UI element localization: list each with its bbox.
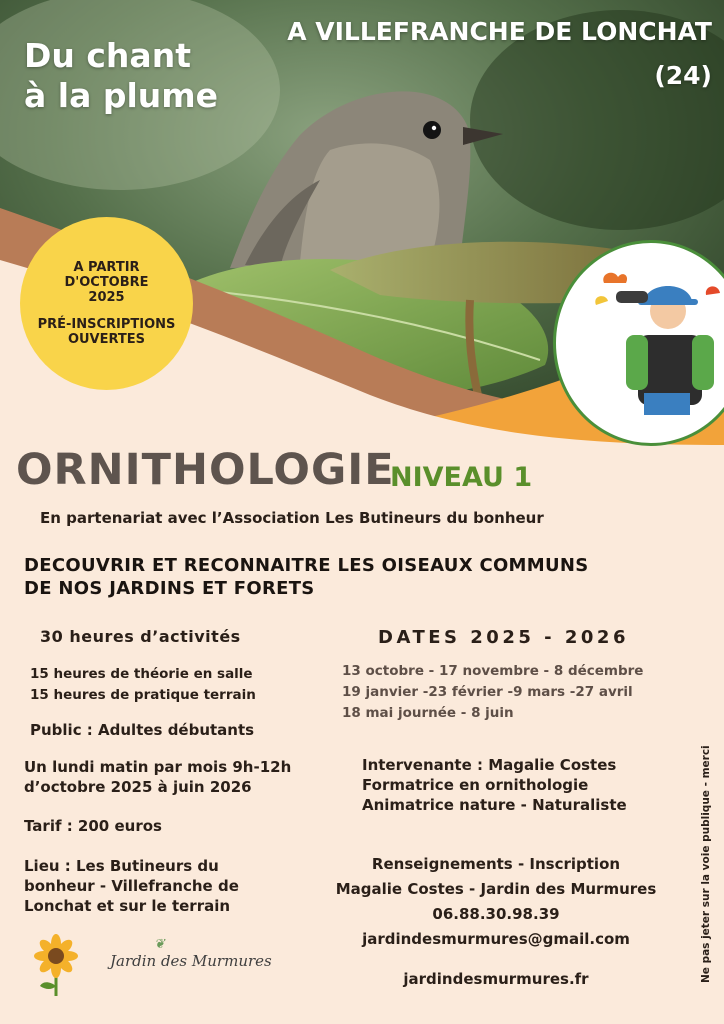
location-line-2: (24) bbox=[654, 61, 712, 90]
dates-heading: DATES 2025 - 2026 bbox=[378, 627, 629, 648]
vertical-note-text: Ne pas jeter sur la voie publique - merci bbox=[700, 745, 712, 983]
badge-line-5: OUVERTES bbox=[67, 332, 146, 347]
butineurs-logo bbox=[22, 924, 90, 998]
sunflower-logo-icon bbox=[22, 924, 90, 998]
level-label: NIVEAU 1 bbox=[390, 462, 533, 493]
vertical-note bbox=[693, 735, 717, 985]
audience-line: Public : Adultes débutants bbox=[30, 721, 255, 739]
venue-line-2: bonheur - Villefranche de bbox=[24, 877, 239, 895]
instructor-line-3: Animatrice nature - Naturaliste bbox=[362, 796, 627, 814]
brand-title bbox=[24, 36, 218, 116]
theory-line: 15 heures de théorie en salle bbox=[30, 666, 253, 682]
badge-line-3: 2025 bbox=[88, 290, 125, 305]
badge-line-1: A PARTIR bbox=[73, 260, 140, 275]
dates-line-2: 19 janvier -23 février -9 mars -27 avril bbox=[342, 684, 633, 700]
dates-line-3: 18 mai journée - 8 juin bbox=[342, 705, 514, 721]
schedule bbox=[24, 757, 291, 797]
contact-email: jardindesmurmures@gmail.com bbox=[362, 930, 630, 948]
contact-heading: Renseignements - Inscription bbox=[371, 855, 621, 873]
brand-line-1: Du chant bbox=[24, 36, 191, 75]
preregistration-badge bbox=[20, 217, 193, 390]
dates-line-1: 13 octobre - 17 novembre - 8 décembre bbox=[342, 663, 644, 679]
instructor-line-2: Formatrice en ornithologie bbox=[362, 776, 589, 794]
dates-list bbox=[342, 661, 643, 724]
main-title: ORNITHOLOGIE bbox=[16, 445, 395, 495]
partnership-line: En partenariat avec l’Association Les Butineurs du bonheur bbox=[40, 509, 544, 527]
brand-line-2: à la plume bbox=[24, 76, 219, 115]
contact-block bbox=[330, 852, 662, 952]
instructor bbox=[362, 755, 627, 815]
instructor-line-1: Intervenante : Magalie Costes bbox=[362, 756, 617, 774]
venue bbox=[24, 856, 239, 916]
jardin-logo bbox=[110, 938, 272, 970]
contact-name: Magalie Costes - Jardin des Murmures bbox=[335, 880, 657, 898]
badge-line-4: PRÉ-INSCRIPTIONS bbox=[37, 317, 176, 332]
hours-breakdown bbox=[30, 664, 256, 706]
badge-line-2: D'OCTOBRE bbox=[64, 275, 149, 290]
contact-phone: 06.88.30.98.39 bbox=[432, 905, 560, 923]
schedule-line-2: d’octobre 2025 à juin 2026 bbox=[24, 778, 252, 796]
leaf-icon: ❦ bbox=[154, 937, 165, 952]
description-line-2: DE NOS JARDINS ET FORETS bbox=[24, 578, 315, 599]
website: jardindesmurmures.fr bbox=[403, 970, 589, 988]
description-line-1: DECOUVRIR ET RECONNAITRE LES OISEAUX COMMUNS bbox=[24, 555, 589, 576]
hours-heading: 30 heures d’activités bbox=[40, 627, 241, 646]
location bbox=[287, 10, 712, 98]
practice-line: 15 heures de pratique terrain bbox=[30, 687, 256, 703]
schedule-line-1: Un lundi matin par mois 9h-12h bbox=[24, 758, 292, 776]
venue-line-3: Lonchat et sur le terrain bbox=[24, 897, 231, 915]
course-description bbox=[24, 554, 589, 600]
jardin-logo-text: Jardin des Murmures bbox=[110, 952, 272, 970]
venue-line-1: Lieu : Les Butineurs du bbox=[24, 857, 219, 875]
location-line-1: A VILLEFRANCHE DE LONCHAT bbox=[287, 17, 712, 46]
price-line: Tarif : 200 euros bbox=[24, 817, 162, 835]
